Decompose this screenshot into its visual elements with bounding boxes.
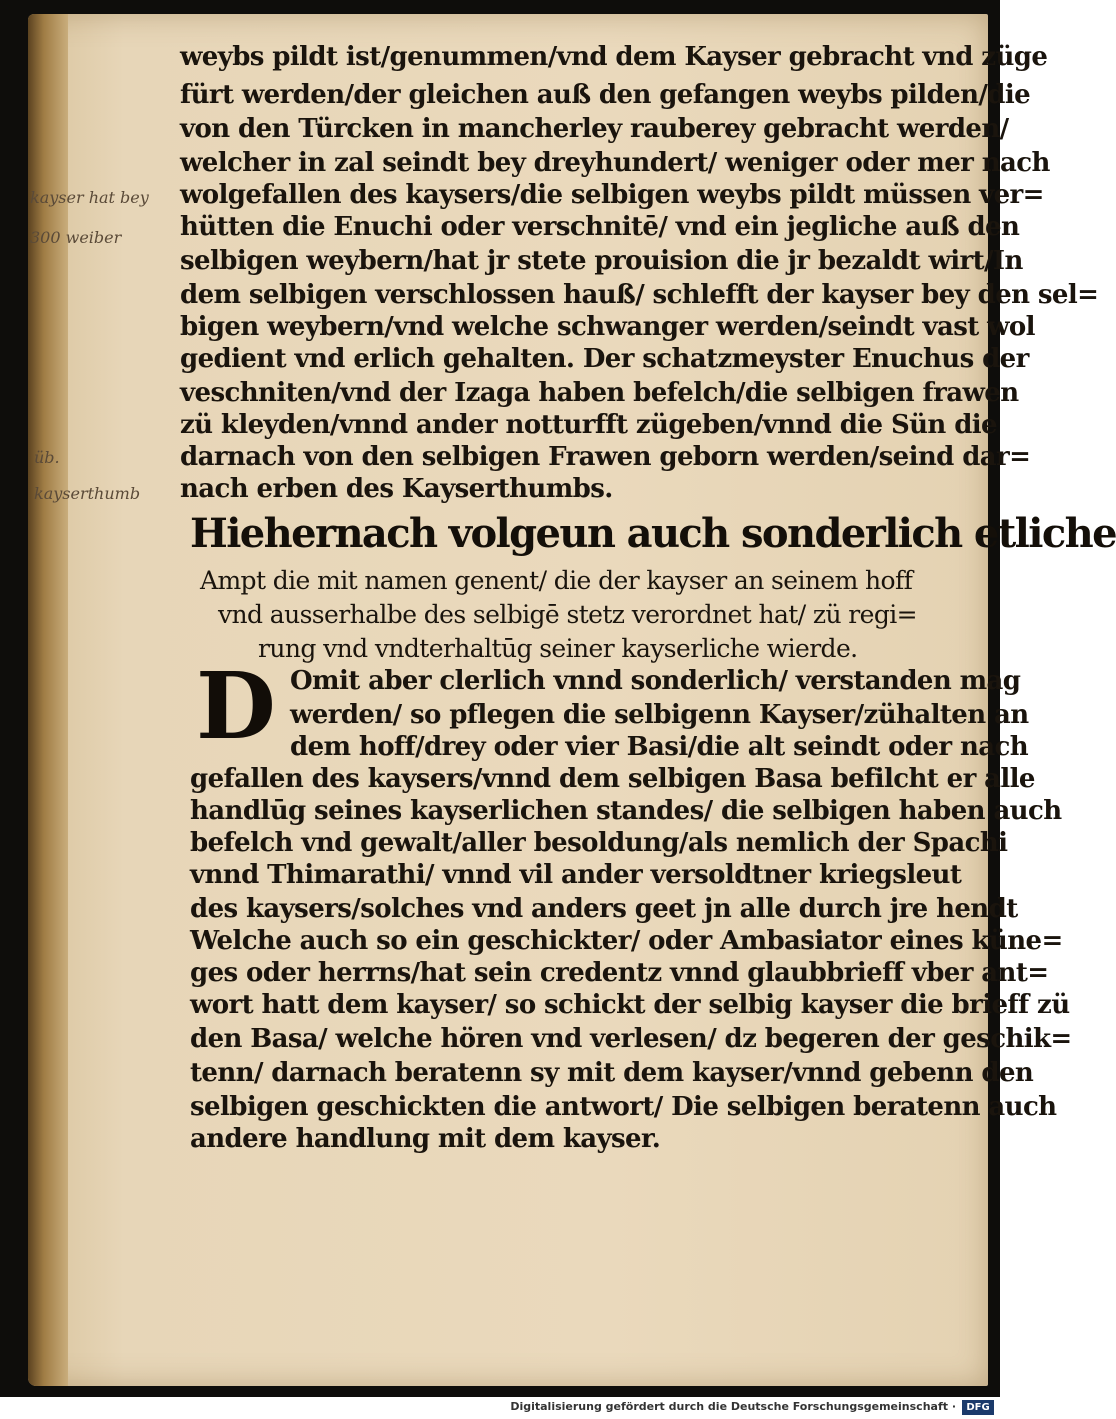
- text-line: bigen weybern/vnd welche schwanger werden/seindt vast wol: [180, 312, 1035, 342]
- margin-note: kayserthumb: [34, 484, 141, 503]
- text-line: gefallen des kaysers/vnnd dem selbigen Basa befilcht er alle: [190, 764, 1035, 794]
- subheading-line: vnd ausserhalbe des selbigē stetz verordnet hat/ zü regi=: [218, 600, 918, 629]
- text-line: selbigen geschickten die antwort/ Die selbigen beratenn auch: [190, 1092, 1057, 1122]
- text-line: befelch vnd gewalt/aller besoldung/als nemlich der Spachi: [190, 828, 1008, 858]
- text-line: dem selbigen verschlossen hauß/ schlefft der kayser bey den sel=: [180, 280, 1099, 310]
- dfg-logo-icon: DFG: [962, 1400, 994, 1415]
- text-line: veschniten/vnd der Izaga haben befelch/die selbigen frawen: [180, 378, 1019, 408]
- text-line: wolgefallen des kaysers/die selbigen weybs pildt müssen ver=: [180, 180, 1044, 210]
- text-line: handlūg seines kayserlichen standes/ die selbigen haben auch: [190, 796, 1062, 826]
- text-line: vnnd Thimarathi/ vnnd vil ander versoldtner kriegsleut: [190, 860, 962, 890]
- section-heading: Hiehernach volgeun auch sonderlich etliche: [190, 510, 1116, 557]
- page-spine: [28, 14, 68, 1386]
- text-line: ges oder herrns/hat sein credentz vnnd glaubbrieff vber ant=: [190, 958, 1049, 988]
- subheading-line: Ampt die mit namen genent/ die der kayser an seinem hoff: [200, 566, 913, 595]
- margin-note: üb.: [34, 448, 60, 467]
- footer-bar: [0, 1397, 1000, 1419]
- text-line: gedient vnd erlich gehalten. Der schatzmeyster Enuchus der: [180, 344, 1029, 374]
- text-line: werden/ so pflegen die selbigenn Kayser/zühalten an: [290, 700, 1029, 730]
- text-line: selbigen weybern/hat jr stete prouision die jr bezaldt wirt/In: [180, 246, 1023, 276]
- text-line: Welche auch so ein geschickter/ oder Ambasiator eines küne=: [190, 926, 1063, 956]
- text-line: welcher in zal seindt bey dreyhundert/ weniger oder mer nach: [180, 148, 1050, 178]
- text-line: fürt werden/der gleichen auß den gefangen weybs pilden/die: [180, 80, 1031, 110]
- subheading-line: rung vnd vndterhaltūg seiner kayserliche wierde.: [258, 634, 858, 663]
- text-line: wort hatt dem kayser/ so schickt der selbig kayser die brieff zü: [190, 990, 1070, 1020]
- text-line: Omit aber clerlich vnnd sonderlich/ verstanden mag: [290, 666, 1021, 696]
- text-line: weybs pildt ist/genummen/vnd dem Kayser gebracht vnd züge: [180, 42, 1048, 72]
- text-line: von den Türcken in mancherley rauberey gebracht werden/: [180, 114, 1009, 144]
- text-line: hütten die Enuchi oder verschnitē/ vnd ein jegliche auß den: [180, 212, 1020, 242]
- text-line: darnach von den selbigen Frawen geborn werden/seind dar=: [180, 442, 1031, 472]
- margin-note: kayser hat bey: [30, 188, 149, 207]
- text-line: nach erben des Kayserthumbs.: [180, 474, 613, 504]
- text-line: den Basa/ welche hören vnd verlesen/ dz begeren der geschik=: [190, 1024, 1072, 1054]
- text-line: zü kleyden/vnnd ander notturfft zügeben/vnnd die Sün die: [180, 410, 997, 440]
- footer-credit: Digitalisierung gefördert durch die Deutsche Forschungsgemeinschaft ·: [510, 1400, 956, 1413]
- drop-cap-initial: D: [196, 652, 276, 760]
- text-line: dem hoff/drey oder vier Basi/die alt seindt oder nach: [290, 732, 1029, 762]
- text-line: andere handlung mit dem kayser.: [190, 1124, 661, 1154]
- text-line: tenn/ darnach beratenn sy mit dem kayser/vnnd gebenn den: [190, 1058, 1034, 1088]
- text-line: des kaysers/solches vnd anders geet jn alle durch jre hendt: [190, 894, 1018, 924]
- margin-note: 300 weiber: [30, 228, 122, 247]
